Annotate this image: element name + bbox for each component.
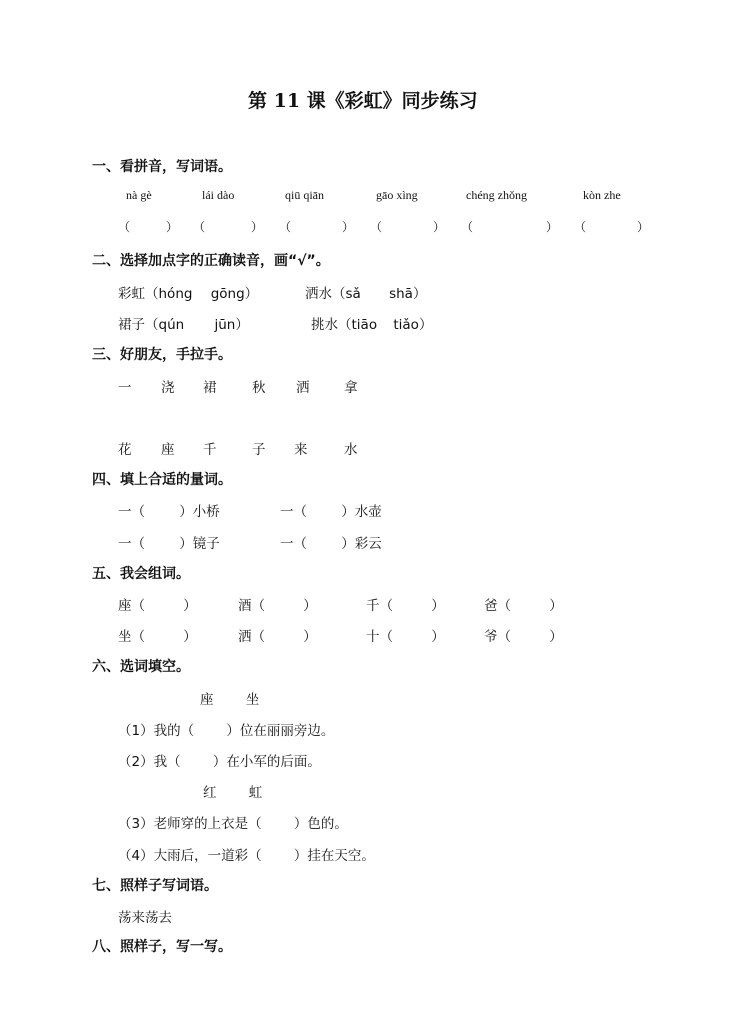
compose-item-5[interactable]: 坐（ ） [118,629,197,645]
pinyin-3: qiū qiān [285,188,324,202]
word-choice-2: 红 虹 [203,785,263,801]
section-4-heading: 四、填上合适的量词。 [92,472,232,488]
measure-item-3[interactable]: 一（ ）镜子 [118,536,220,552]
fill-question-2[interactable]: （2）我（ ）在小军的后面。 [118,754,321,770]
match-word-top-5[interactable]: 洒 [296,380,310,396]
section-6-heading: 六、选词填空。 [92,659,190,675]
measure-item-1[interactable]: 一（ ）小桥 [118,504,220,520]
section-2-heading: 二、选择加点字的正确读音，画“√”。 [92,253,330,269]
pinyin-4: gāo xìng [376,188,418,202]
compose-item-3[interactable]: 千（ ） [366,598,445,614]
pinyin-2: lái dào [202,188,235,202]
fill-question-1[interactable]: （1）我的（ ）位在丽丽旁边。 [118,723,335,739]
match-word-top-1[interactable]: 一 [118,380,132,396]
section-5-heading: 五、我会组词。 [92,566,190,582]
compose-item-4[interactable]: 爸（ ） [484,598,563,614]
reading-item-1: 彩虹（hóng gōng） [118,286,259,302]
match-word-bottom-5[interactable]: 来 [294,442,308,458]
section-8-heading: 八、照样子，写一写。 [92,939,232,955]
pinyin-5: chéng zhǒng [466,188,527,202]
measure-item-2[interactable]: 一（ ）水壶 [280,504,382,520]
compose-item-6[interactable]: 洒（ ） [238,629,317,645]
match-word-bottom-3[interactable]: 千 [203,442,217,458]
page-title: 第 11 课《彩虹》同步练习 [248,90,478,112]
reading-item-2: 洒水（sǎ shā） [305,286,427,302]
answer-blank-4[interactable]: （ ） [370,220,445,234]
measure-item-4[interactable]: 一（ ）彩云 [280,536,382,552]
compose-item-8[interactable]: 爷（ ） [484,629,563,645]
match-word-top-2[interactable]: 浇 [161,380,175,396]
word-choice-1: 座 坐 [200,692,260,708]
answer-blank-1[interactable]: （ ） [118,220,178,234]
match-word-bottom-2[interactable]: 座 [161,442,175,458]
pinyin-6: kòn zhe [583,188,621,202]
section-3-heading: 三、好朋友，手拉手。 [92,347,232,363]
reading-item-4: 挑水（tiāo tiǎo） [311,317,433,333]
match-word-top-4[interactable]: 秋 [252,380,266,396]
match-word-bottom-4[interactable]: 子 [252,442,266,458]
fill-question-3[interactable]: （3）老师穿的上衣是（ ）色的。 [118,816,348,832]
example-word: 荡来荡去 [118,910,172,926]
match-word-top-6[interactable]: 拿 [344,380,358,396]
answer-blank-3[interactable]: （ ） [279,220,354,234]
section-7-heading: 七、照样子写词语。 [92,878,218,894]
fill-question-4[interactable]: （4）大雨后，一道彩（ ）挂在天空。 [118,848,375,864]
match-word-top-3[interactable]: 裙 [203,380,217,396]
reading-item-3: 裙子（qún jūn） [118,317,249,333]
section-1-heading: 一、看拼音，写词语。 [92,159,232,175]
compose-item-1[interactable]: 座（ ） [118,598,197,614]
match-word-bottom-1[interactable]: 花 [118,442,132,458]
match-word-bottom-6[interactable]: 水 [344,442,358,458]
answer-blank-2[interactable]: （ ） [193,220,263,234]
compose-item-7[interactable]: 十（ ） [366,629,445,645]
pinyin-1: nà gè [126,188,152,202]
answer-blank-6[interactable]: （ ） [574,220,649,234]
compose-item-2[interactable]: 酒（ ） [238,598,317,614]
answer-blank-5[interactable]: （ ） [461,220,558,234]
